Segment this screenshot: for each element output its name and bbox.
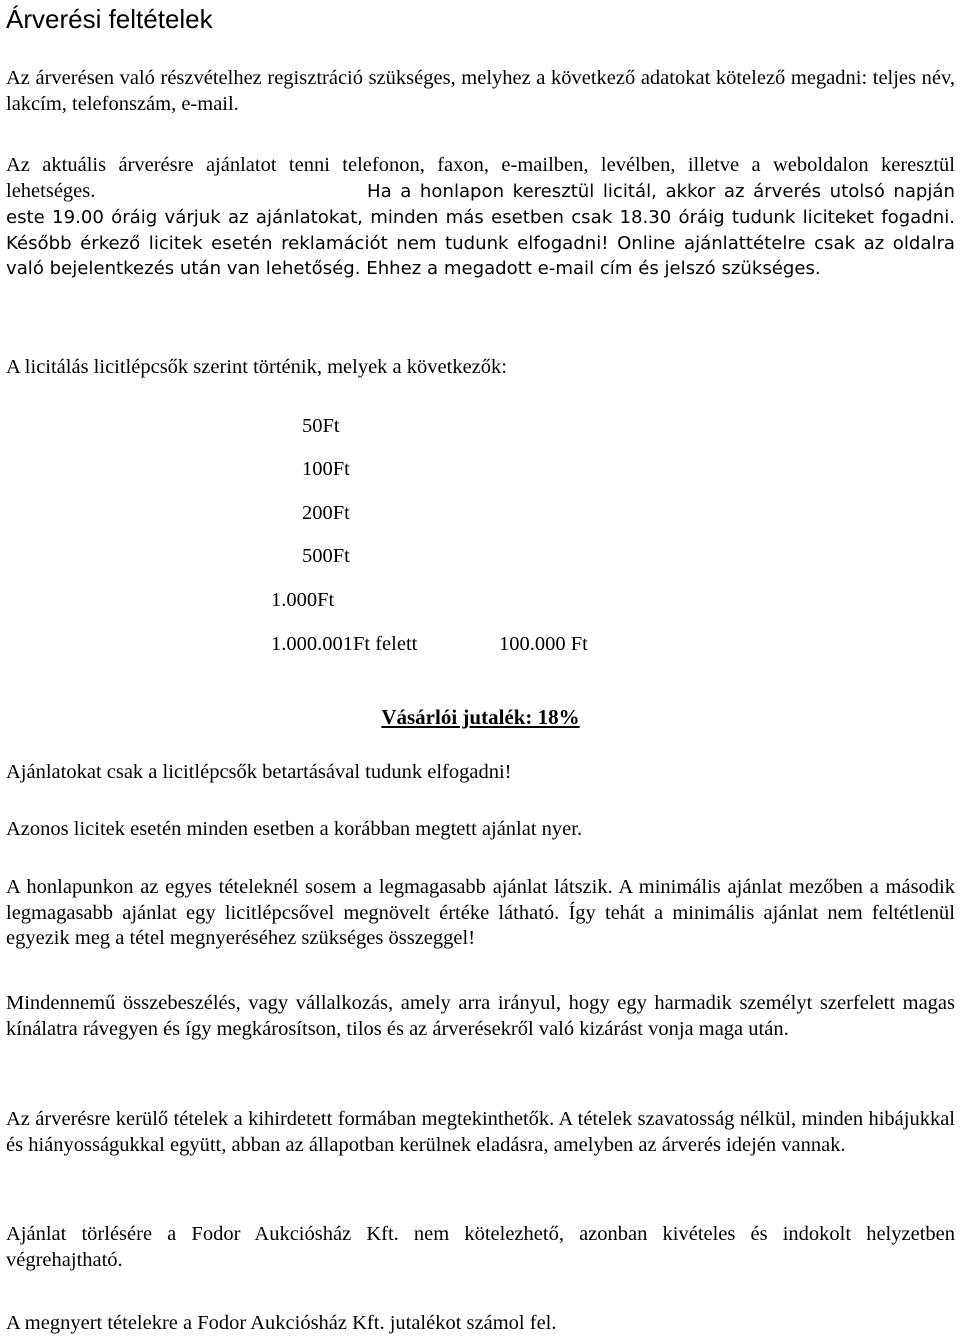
hidden-bid-paragraph: A honlapunkon az egyes tételeknél sosem a legmagasabb ajánlat látszik. A minimális ajánlat mezőben a második legmagasabb ajánlat egy licitlépcsővel megnövelt értéke látható. Így tehát a minimális ajánlat nem feltétlenül egyezik meg a tétel megnyeréséhez szükséges összeggel! — [6, 876, 955, 950]
registration-paragraph: Az árverésen való részvételhez regisztráció szükséges, melyhez a következő adatokat kötelező megadni: teljes név, lakcím, telefonszám, e-mail. — [6, 67, 955, 115]
increment-range-cell: 1.000.001Ft felett — [271, 633, 418, 655]
buyer-commission-heading: Vásárlói jutalék: 18% — [381, 705, 580, 729]
bidding-deadline-text: Ha a honlapon keresztül licitál, akkor az árverés utolsó napján este 19.00 óráig várjuk az ajánlatokat, minden más esetben csak 18.30 óráig tudunk liciteket fogadni. Később érkező licitek esetén reklamációt nem tudunk elfogadni! Online ajánlattételre csak az oldalra való bejelentkezés után van lehetőség. Ehhez a megadott e-mail cím és jelszó szükséges. — [6, 181, 955, 280]
increment-step-cell: 50Ft — [302, 415, 340, 437]
increment-step-cell: 500Ft — [302, 545, 350, 567]
buyer-fee-paragraph: A megnyert tételekre a Fodor Aukciósház Kft. jutalékot számol fel. — [6, 1312, 557, 1334]
increment-step-cell: 100.000 Ft — [499, 633, 588, 655]
increment-step-cell: 200Ft — [302, 502, 350, 524]
collusion-paragraph: Mindennemű összebeszélés, vagy vállalkozás, amely arra irányul, hogy egy harmadik személyt szerfelett magas kínálatra rávegyen és így megkárosítson, tilos és az árverésekről való kizárást vonja maga után. — [6, 992, 955, 1040]
increment-step-cell: 1.000Ft — [271, 589, 335, 611]
items-condition-paragraph: Az árverésre kerülő tételek a kihirdetett formában megtekinthetők. A tételek szavatosság nélkül, minden hibájukkal és hiányosságukkal együtt, abban az állapotban kerülnek eladásra, amelyben az árverés idején vannak. — [6, 1108, 955, 1156]
increments-intro: A licitálás licitlépcsők szerint történik, melyek a következők: — [6, 356, 507, 378]
accept-only-paragraph: Ajánlatokat csak a licitlépcsők betartásával tudunk elfogadni! — [6, 761, 512, 783]
withdrawal-paragraph: Ajánlat törlésére a Fodor Aukciósház Kft. nem kötelezhető, azonban kivételes és indokolt helyzetben végrehajtható. — [6, 1223, 955, 1271]
increment-step-cell: 100Ft — [302, 458, 350, 480]
page-title: Árverési feltételek — [6, 4, 213, 34]
same-bids-paragraph: Azonos licitek esetén minden esetben a korábban megtett ajánlat nyer. — [6, 818, 583, 840]
bidding-channels-paragraph: Az aktuális árverésre ajánlatot tenni telefonon, faxon, e-mailben, levélben, illetve a weboldalon keresztül lehetséges. — [6, 154, 955, 202]
